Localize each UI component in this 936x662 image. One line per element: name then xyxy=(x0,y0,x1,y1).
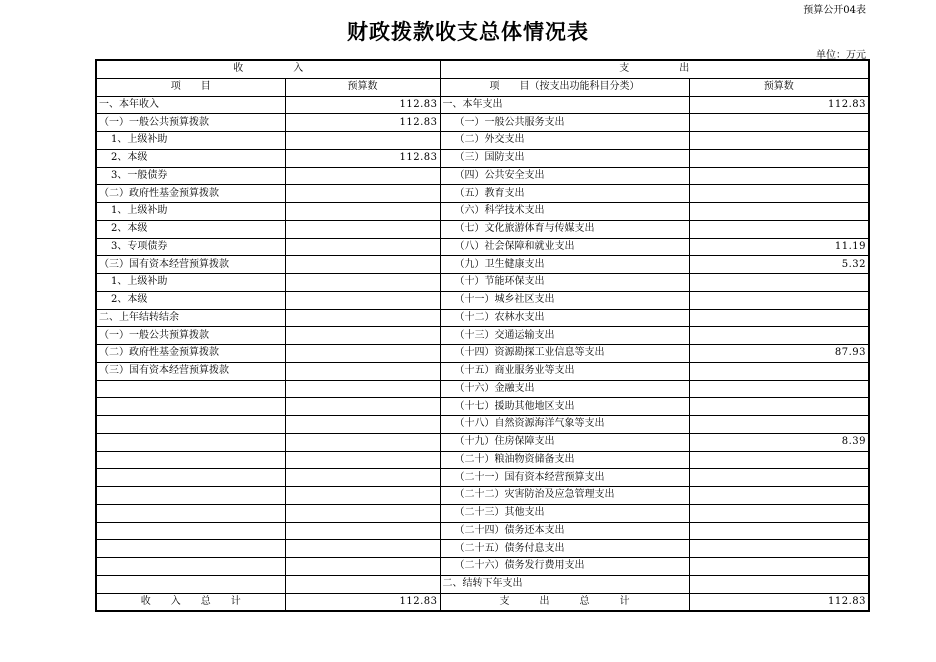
expense-item-cell: （二十二）灾害防治及应急管理支出 xyxy=(440,487,689,505)
income-value-cell xyxy=(285,380,440,398)
expense-header: 支 出 xyxy=(440,60,869,78)
table-row xyxy=(96,398,869,416)
expense-item-cell: （二十一）国有资本经营预算支出 xyxy=(440,469,689,487)
income-value-cell xyxy=(285,327,440,345)
budget-table xyxy=(95,59,870,612)
expense-total-label: 支 出 总 计 xyxy=(440,593,689,611)
income-item-cell: （一）一般公共预算拨款 xyxy=(96,327,285,345)
table-row xyxy=(96,291,869,309)
expense-value-cell xyxy=(689,220,869,238)
income-item-cell xyxy=(96,522,285,540)
expense-item-cell: （二十六）债务发行费用支出 xyxy=(440,558,689,576)
expense-item-cell: （二十四）债务还本支出 xyxy=(440,522,689,540)
expense-item-cell: （八）社会保障和就业支出 xyxy=(440,238,689,256)
expense-item-cell: （十）节能环保支出 xyxy=(440,274,689,292)
expense-item-cell: （十四）资源勘探工业信息等支出 xyxy=(440,345,689,363)
income-item-cell xyxy=(96,504,285,522)
income-item-cell: 1、上级补助 xyxy=(96,274,285,292)
table-row xyxy=(96,522,869,540)
income-value-cell: 112.83 xyxy=(285,96,440,114)
table-row xyxy=(96,256,869,274)
expense-value-cell: 87.93 xyxy=(689,345,869,363)
income-budget-header: 预算数 xyxy=(285,78,440,96)
table-row xyxy=(96,327,869,345)
expense-value-cell xyxy=(689,575,869,593)
income-value-cell: 112.83 xyxy=(285,149,440,167)
income-item-cell: （一）一般公共预算拨款 xyxy=(96,114,285,132)
income-value-cell xyxy=(285,433,440,451)
income-value-cell xyxy=(285,345,440,363)
expense-item-cell: （七）文化旅游体育与传媒支出 xyxy=(440,220,689,238)
income-item-cell xyxy=(96,540,285,558)
table-row xyxy=(96,540,869,558)
income-total-value: 112.83 xyxy=(285,593,440,611)
income-item-cell xyxy=(96,416,285,434)
income-value-cell xyxy=(285,220,440,238)
income-value-cell xyxy=(285,540,440,558)
expense-value-cell xyxy=(689,274,869,292)
income-value-cell xyxy=(285,291,440,309)
expense-item-cell: （十九）住房保障支出 xyxy=(440,433,689,451)
income-item-header: 项 目 xyxy=(96,78,285,96)
table-row xyxy=(96,362,869,380)
income-item-cell: 一、本年收入 xyxy=(96,96,285,114)
expense-item-cell: （二十三）其他支出 xyxy=(440,504,689,522)
income-value-cell xyxy=(285,132,440,150)
expense-value-cell xyxy=(689,362,869,380)
income-value-cell xyxy=(285,416,440,434)
income-item-cell: 3、一般债券 xyxy=(96,167,285,185)
table-row xyxy=(96,451,869,469)
table-number-label: 预算公开04表 xyxy=(803,5,866,16)
table-row xyxy=(96,220,869,238)
income-item-cell: 2、本级 xyxy=(96,291,285,309)
table-row xyxy=(96,149,869,167)
table-row xyxy=(96,487,869,505)
section-header-row xyxy=(96,60,869,78)
expense-value-cell xyxy=(689,398,869,416)
expense-item-cell: （三）国防支出 xyxy=(440,149,689,167)
income-value-cell xyxy=(285,398,440,416)
column-header-row xyxy=(96,78,869,96)
table-row xyxy=(96,96,869,114)
expense-item-cell: （五）教育支出 xyxy=(440,185,689,203)
income-item-cell: 2、本级 xyxy=(96,220,285,238)
income-item-cell xyxy=(96,558,285,576)
expense-value-cell xyxy=(689,416,869,434)
income-value-cell xyxy=(285,487,440,505)
table-row xyxy=(96,416,869,434)
expense-value-cell xyxy=(689,522,869,540)
income-item-cell: 2、本级 xyxy=(96,149,285,167)
income-header: 收 入 xyxy=(96,60,440,78)
income-item-cell: 3、专项债券 xyxy=(96,238,285,256)
income-item-cell xyxy=(96,575,285,593)
income-value-cell xyxy=(285,238,440,256)
income-value-cell xyxy=(285,203,440,221)
expense-item-cell: （一）一般公共服务支出 xyxy=(440,114,689,132)
table-row xyxy=(96,309,869,327)
expense-value-cell xyxy=(689,451,869,469)
expense-value-cell xyxy=(689,469,869,487)
income-value-cell xyxy=(285,575,440,593)
income-item-cell xyxy=(96,433,285,451)
totals-row xyxy=(96,593,869,611)
income-value-cell xyxy=(285,185,440,203)
expense-item-cell: （十七）援助其他地区支出 xyxy=(440,398,689,416)
table-row xyxy=(96,238,869,256)
expense-value-cell: 11.19 xyxy=(689,238,869,256)
table-row xyxy=(96,274,869,292)
income-value-cell xyxy=(285,309,440,327)
income-item-cell: 二、上年结转结余 xyxy=(96,309,285,327)
income-total-label: 收 入 总 计 xyxy=(96,593,285,611)
income-item-cell xyxy=(96,451,285,469)
expense-value-cell: 112.83 xyxy=(689,96,869,114)
table-row xyxy=(96,558,869,576)
expense-budget-header: 预算数 xyxy=(689,78,869,96)
expense-value-cell xyxy=(689,132,869,150)
table-row xyxy=(96,575,869,593)
income-item-cell: （二）政府性基金预算拨款 xyxy=(96,185,285,203)
expense-value-cell xyxy=(689,167,869,185)
expense-item-cell: （十五）商业服务业等支出 xyxy=(440,362,689,380)
expense-item-cell: （二十五）债务付息支出 xyxy=(440,540,689,558)
table-row xyxy=(96,203,869,221)
expense-value-cell xyxy=(689,291,869,309)
income-item-cell xyxy=(96,469,285,487)
income-value-cell xyxy=(285,274,440,292)
income-item-cell xyxy=(96,380,285,398)
income-item-cell xyxy=(96,398,285,416)
expense-total-value: 112.83 xyxy=(689,593,869,611)
expense-value-cell xyxy=(689,504,869,522)
income-value-cell xyxy=(285,558,440,576)
income-value-cell xyxy=(285,256,440,274)
income-value-cell xyxy=(285,167,440,185)
expense-item-header: 项 目（按支出功能科目分类） xyxy=(440,78,689,96)
expense-value-cell xyxy=(689,114,869,132)
unit-label: 单位：万元 xyxy=(816,50,866,61)
income-value-cell xyxy=(285,451,440,469)
income-value-cell: 112.83 xyxy=(285,114,440,132)
expense-item-cell: （四）公共安全支出 xyxy=(440,167,689,185)
expense-value-cell xyxy=(689,380,869,398)
income-value-cell xyxy=(285,362,440,380)
expense-value-cell xyxy=(689,540,869,558)
expense-item-cell: （二）外交支出 xyxy=(440,132,689,150)
expense-value-cell xyxy=(689,309,869,327)
income-value-cell xyxy=(285,504,440,522)
expense-item-cell: （二十）粮油物资储备支出 xyxy=(440,451,689,469)
table-row xyxy=(96,380,869,398)
table-row xyxy=(96,345,869,363)
income-item-cell: （二）政府性基金预算拨款 xyxy=(96,345,285,363)
income-item-cell xyxy=(96,487,285,505)
expense-value-cell xyxy=(689,558,869,576)
income-item-cell: （三）国有资本经营预算拨款 xyxy=(96,362,285,380)
expense-value-cell xyxy=(689,327,869,345)
expense-item-cell: （十三）交通运输支出 xyxy=(440,327,689,345)
income-value-cell xyxy=(285,522,440,540)
expense-value-cell xyxy=(689,203,869,221)
table-row xyxy=(96,167,869,185)
income-item-cell: 1、上级补助 xyxy=(96,132,285,150)
table-row xyxy=(96,185,869,203)
page-title: 财政拨款收支总体情况表 xyxy=(347,19,589,44)
income-item-cell: （三）国有资本经营预算拨款 xyxy=(96,256,285,274)
table-row xyxy=(96,132,869,150)
expense-item-cell: （十八）自然资源海洋气象等支出 xyxy=(440,416,689,434)
expense-item-cell: （十六）金融支出 xyxy=(440,380,689,398)
expense-item-cell: （十一）城乡社区支出 xyxy=(440,291,689,309)
expense-value-cell xyxy=(689,185,869,203)
table-row xyxy=(96,504,869,522)
expense-item-cell: （六）科学技术支出 xyxy=(440,203,689,221)
expense-value-cell xyxy=(689,149,869,167)
income-value-cell xyxy=(285,469,440,487)
expense-item-cell: 二、结转下年支出 xyxy=(440,575,689,593)
income-item-cell: 1、上级补助 xyxy=(96,203,285,221)
expense-value-cell: 5.32 xyxy=(689,256,869,274)
table-row xyxy=(96,114,869,132)
expense-value-cell xyxy=(689,487,869,505)
table-row xyxy=(96,469,869,487)
table-row xyxy=(96,433,869,451)
expense-value-cell: 8.39 xyxy=(689,433,869,451)
expense-item-cell: （十二）农林水支出 xyxy=(440,309,689,327)
expense-item-cell: （九）卫生健康支出 xyxy=(440,256,689,274)
expense-item-cell: 一、本年支出 xyxy=(440,96,689,114)
